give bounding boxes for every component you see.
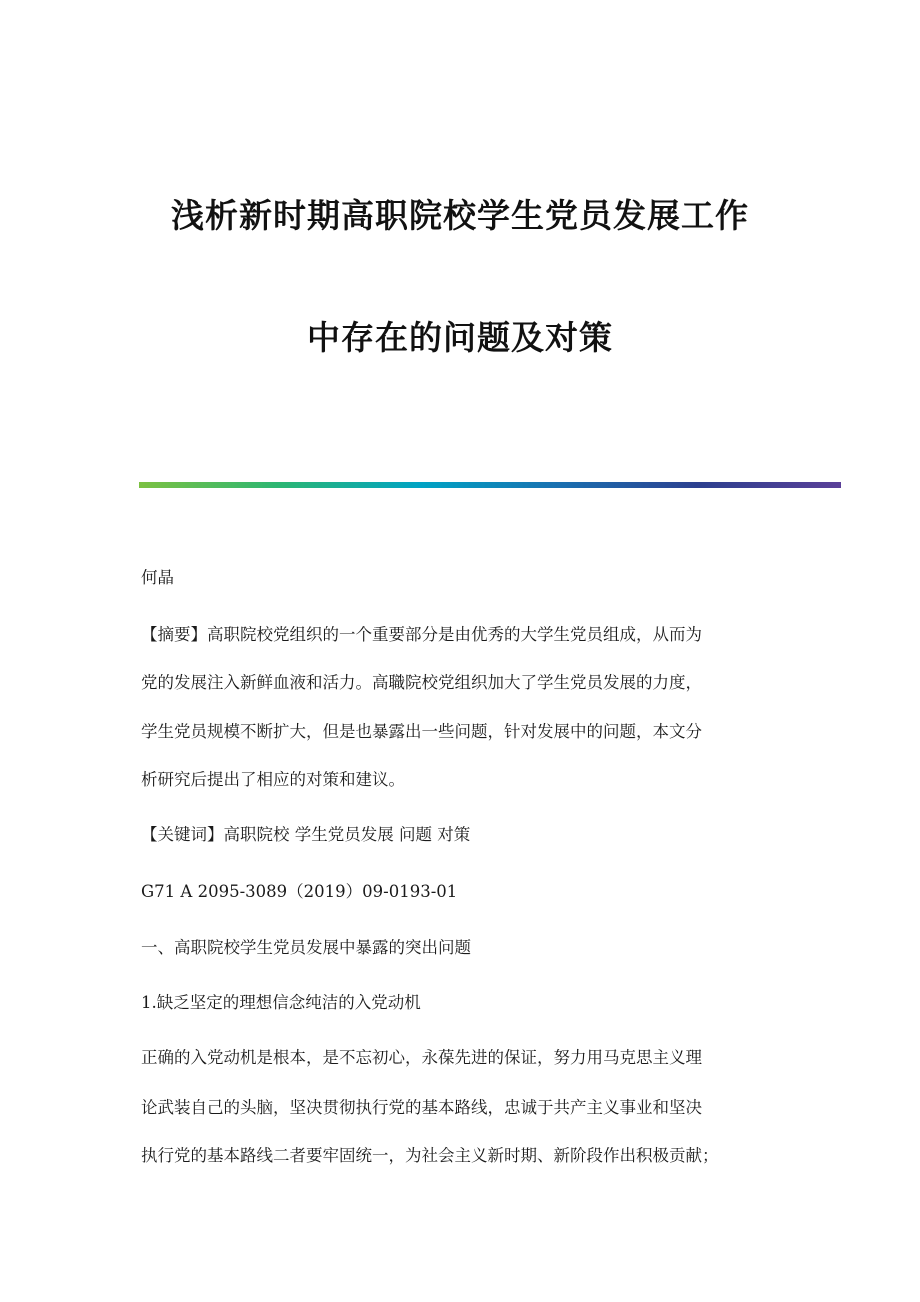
author: 何晶 [141,568,174,587]
abstract-line: 学生党员规模不断扩大，但是也暴露出一些问题，针对发展中的问题，本文分 [141,722,702,741]
subsection-heading: 1.缺乏坚定的理想信念纯洁的入党动机 [141,993,421,1012]
abstract-line: 【摘要】高职院校党组织的一个重要部分是由优秀的大学生党员组成，从而为 [141,625,702,644]
body-line: 执行党的基本路线二者要牢固统一，为社会主义新时期、新阶段作出积极贡献； [141,1146,719,1165]
abstract-line: 析研究后提出了相应的对策和建议。 [141,770,405,789]
title-line-1: 浅析新时期高职院校学生党员发展工作 [171,196,749,235]
body-line: 论武装自己的头脑，坚决贯彻执行党的基本路线，忠诚于共产主义事业和坚决 [141,1098,702,1117]
abstract-line: 党的发展注入新鲜血液和活力。高職院校党组织加大了学生党员发展的力度， [141,673,702,692]
body-line: 正确的入党动机是根本，是不忘初心，永葆先进的保证，努力用马克思主义理 [141,1048,702,1067]
title-line-2: 中存在的问题及对策 [307,318,613,357]
section-heading: 一、高职院校学生党员发展中暴露的突出问题 [141,938,471,957]
classification-code: G71 A 2095-3089（2019）09-0193-01 [141,882,458,901]
keywords: 【关键词】高职院校 学生党员发展 问题 对策 [141,825,471,844]
gradient-divider [139,482,841,488]
